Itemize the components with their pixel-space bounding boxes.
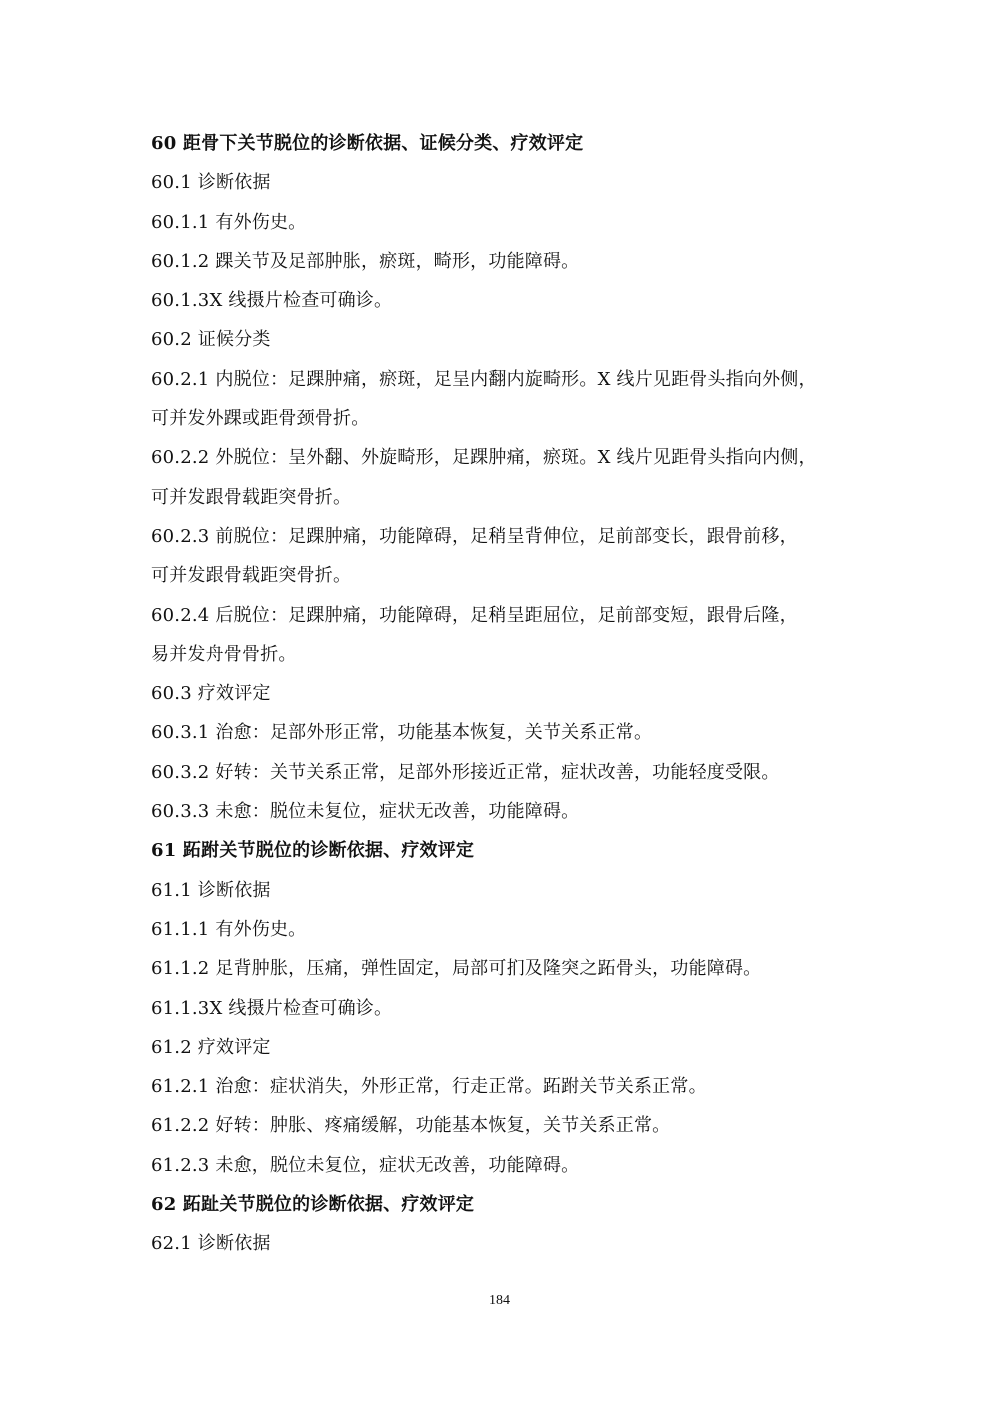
text-line: 可并发外踝或距骨颈骨折。 xyxy=(151,408,370,430)
text-line: 60.3.3 未愈：脱位未复位，症状无改善，功能障碍。 xyxy=(151,801,580,823)
heading-62: 62 跖趾关节脱位的诊断依据、疗效评定 xyxy=(151,1194,475,1216)
text-line: 60.1.2 踝关节及足部肿胀，瘀斑，畸形，功能障碍。 xyxy=(151,250,580,272)
text-line: 60.2 证候分类 xyxy=(151,329,271,351)
text-line: 61.1.2 足背肿胀，压痛，弹性固定，局部可扪及隆突之跖骨头，功能障碍。 xyxy=(151,958,762,980)
text-line: 60.2.2 外脱位：呈外翻、外旋畸形，足踝肿痛，瘀斑。X 线片见距骨头指向内侧， xyxy=(151,447,817,469)
text-line: 61.2 疗效评定 xyxy=(151,1036,271,1058)
page-number: 184 xyxy=(489,1293,510,1308)
text-body xyxy=(151,124,856,1264)
heading-61: 61 跖跗关节脱位的诊断依据、疗效评定 xyxy=(151,840,475,862)
text-line: 60.3.2 好转：关节关系正常，足部外形接近正常，症状改善，功能轻度受限。 xyxy=(151,761,780,783)
text-line: 60.1.1 有外伤史。 xyxy=(151,211,307,233)
text-line: 60.2.4 后脱位：足踝肿痛，功能障碍，足稍呈距屈位，足前部变短，跟骨后隆， xyxy=(151,604,798,626)
text-line: 61.1.3X 线摄片检查可确诊。 xyxy=(151,997,393,1019)
text-line: 61.1 诊断依据 xyxy=(151,879,271,901)
text-line: 61.2.2 好转：肿胀、疼痛缓解，功能基本恢复，关节关系正常。 xyxy=(151,1115,671,1137)
text-line: 60.3 疗效评定 xyxy=(151,683,271,705)
heading-60: 60 距骨下关节脱位的诊断依据、证候分类、疗效评定 xyxy=(151,133,584,154)
text-line: 可并发跟骨载距突骨折。 xyxy=(151,486,352,508)
text-line: 60.1 诊断依据 xyxy=(151,172,271,194)
text-line: 61.1.1 有外伤史。 xyxy=(151,918,307,940)
text-line: 61.2.3 未愈，脱位未复位，症状无改善，功能障碍。 xyxy=(151,1154,580,1176)
text-line: 60.2.1 内脱位：足踝肿痛，瘀斑，足呈内翻内旋畸形。X 线片见距骨头指向外侧， xyxy=(151,368,817,390)
text-line: 60.3.1 治愈：足部外形正常，功能基本恢复，关节关系正常。 xyxy=(151,722,653,744)
text-line: 60.2.3 前脱位：足踝肿痛，功能障碍，足稍呈背伸位，足前部变长，跟骨前移， xyxy=(151,525,798,547)
text-line: 61.2.1 治愈：症状消失，外形正常，行走正常。跖跗关节关系正常。 xyxy=(151,1076,707,1098)
text-line: 易并发舟骨骨折。 xyxy=(151,643,297,665)
text-line: 60.1.3X 线摄片检查可确诊。 xyxy=(151,290,393,312)
text-line: 可并发跟骨载距突骨折。 xyxy=(151,565,352,587)
text-line: 62.1 诊断依据 xyxy=(151,1233,271,1255)
